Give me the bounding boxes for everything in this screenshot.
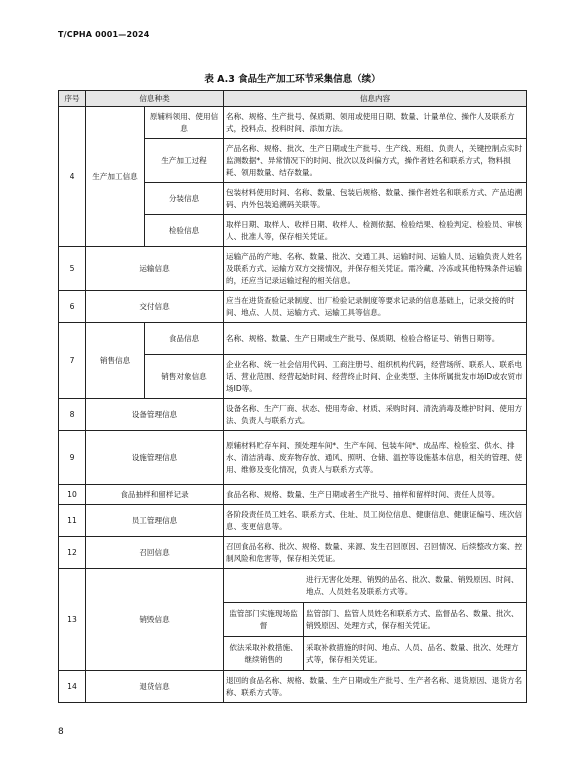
row-type: 退货信息 — [86, 671, 224, 703]
row-seq: 4 — [59, 107, 86, 247]
row-seq: 12 — [59, 537, 86, 569]
destroy-main-content: 进行无害化处理、销毁的品名、批次、数量、销毁原因、时间、地点、人员姓名及联系方式等。 — [306, 574, 519, 596]
table-row — [59, 247, 527, 291]
row-content-main — [224, 569, 527, 603]
row-type: 运输信息 — [86, 247, 224, 291]
col-header-type: 信息种类 — [86, 91, 224, 107]
row-sub-cell — [224, 603, 527, 637]
row-seq: 13 — [59, 569, 86, 671]
row-content: 各阶段责任员工姓名、联系方式、住址、员工岗位信息、健康信息、健康证编号、班次信息、变更信息等。 — [224, 505, 527, 537]
row-content: 退回的食品名称、规格、数量、生产日期或生产批号、生产者名称、退货原因、退货方名称、联系方式等。 — [224, 671, 527, 703]
row-subtype: 食品信息 — [145, 323, 224, 355]
table-row — [59, 505, 527, 537]
table-row — [59, 323, 527, 355]
table-row — [59, 431, 527, 485]
row-type: 销毁信息 — [86, 569, 224, 671]
col-header-content: 信息内容 — [224, 91, 527, 107]
table-title: 表 A.3 食品生产加工环节采集信息（续） — [204, 74, 381, 85]
row-content: 包装材料使用时间、名称、数量、包装后规格、数量、操作者姓名和联系方式、产品追溯码、内外包装追溯码关联等。 — [224, 183, 527, 215]
row-seq: 14 — [59, 671, 86, 703]
row-content: 设备名称、生产厂商、状态、使用寿命、材质、采购时间、清洗消毒及维护时间、使用方法、负责人与联系方式。 — [224, 399, 527, 431]
row-subtype: 生产加工过程 — [145, 139, 224, 183]
row-category: 生产加工信息 — [86, 107, 145, 247]
row-subtype: 检验信息 — [145, 215, 224, 247]
row-subtype: 原辅料领用、使用信息 — [145, 107, 224, 139]
row-content: 企业名称、统一社会信用代码、工商注册号、组织机构代码，经营场所、联系人、联系电话、营业范围、经营起始时间、经营终止时间、企业类型、主体所属批发市场ID或农贸市场ID等。 — [224, 355, 527, 399]
row-content: 运输产品的产地、名称、数量、批次、交通工具、运输时间、运输人员、运输负责人姓名及联系方式、运输方双方交接情况，并保存相关凭证。需冷藏、冷冻或其他特殊条件运输的，还应当记录运输过程的相关信息。 — [224, 247, 527, 291]
row-seq: 8 — [59, 399, 86, 431]
row-type: 交付信息 — [86, 291, 224, 323]
table-row — [59, 537, 527, 569]
row-content: 应当在进货查验记录制度、出厂检验记录制度等要求记录的信息基础上，记录交接的时间、地点、人员、运输方式、运输工具等信息。 — [224, 291, 527, 323]
row-content: 采取补救措施的时间、地点、人员、品名、数量、批次、处理方式等，保存相关凭证。 — [306, 642, 519, 664]
row-content: 取样日期、取样人、收样日期、收样人、检测依据、检验结果、检验判定、检验员、审核人、批准人等，保存相关凭证。 — [224, 215, 527, 247]
row-subtype: 监管部门实施现场监督 — [224, 603, 304, 636]
row-subtype: 依法采取补救措施、继续销售的 — [224, 637, 304, 670]
row-type: 召回信息 — [86, 537, 224, 569]
row-category: 销售信息 — [86, 323, 145, 399]
row-content: 名称、规格、数量、生产日期或生产批号、保质期、检验合格证号、销售日期等。 — [224, 323, 527, 355]
row-subtype: 分装信息 — [145, 183, 224, 215]
row-type: 食品抽样和留样记录 — [86, 485, 224, 505]
row-type: 设备管理信息 — [86, 399, 224, 431]
row-seq: 7 — [59, 323, 86, 399]
table-row — [59, 671, 527, 703]
row-seq: 11 — [59, 505, 86, 537]
document-id: T/CPHA 0001—2024 — [58, 30, 150, 39]
row-content: 召回食品名称、批次、规格、数量、来源、发生召回原因、召回情况、后续整改方案、控制风险和危害等，保存相关凭证。 — [224, 537, 527, 569]
row-type: 设施管理信息 — [86, 431, 224, 485]
row-content: 名称、规格、生产批号、保质期、领用或使用日期、数量、计量单位、操作人及联系方式，投料点、投料时间、添加方法。 — [224, 107, 527, 139]
table-row — [59, 569, 527, 603]
row-sub-cell — [224, 637, 527, 671]
row-subtype: 销售对象信息 — [145, 355, 224, 399]
col-header-seq: 序号 — [59, 91, 86, 107]
table-row — [59, 399, 527, 431]
row-seq: 9 — [59, 431, 86, 485]
row-content: 监管部门、监管人员姓名和联系方式、监督品名、数量、批次、销毁原因、处理方式，保存相关凭证。 — [306, 608, 519, 630]
row-content: 食品名称、规格、数量、生产日期或者生产批号、抽样和留样时间、责任人员等。 — [224, 485, 527, 505]
page-number: 8 — [58, 727, 64, 737]
table-row — [59, 485, 527, 505]
row-seq: 5 — [59, 247, 86, 291]
row-type: 员工管理信息 — [86, 505, 224, 537]
table-row — [59, 291, 527, 323]
table-row — [59, 107, 527, 139]
info-table — [58, 90, 527, 703]
row-seq: 10 — [59, 485, 86, 505]
row-content: 原辅材料贮存车间、预处理车间*、生产车间、包装车间*、成品库、检验室、供水、排水、清洁消毒、废弃物存放、通风、照明、仓储、温控等设施基本信息，相关的管理、使用、维修及变化情况，负责人与联系方式等。 — [224, 431, 527, 485]
row-seq: 6 — [59, 291, 86, 323]
row-content: 产品名称、规格、批次、生产日期或生产批号、生产线、班组、负责人，关键控制点实时监测数据*、异常情况下的时间、批次以及纠偏方式，操作者姓名和联系方式，物料损耗、领用数量、结存数量。 — [224, 139, 527, 183]
